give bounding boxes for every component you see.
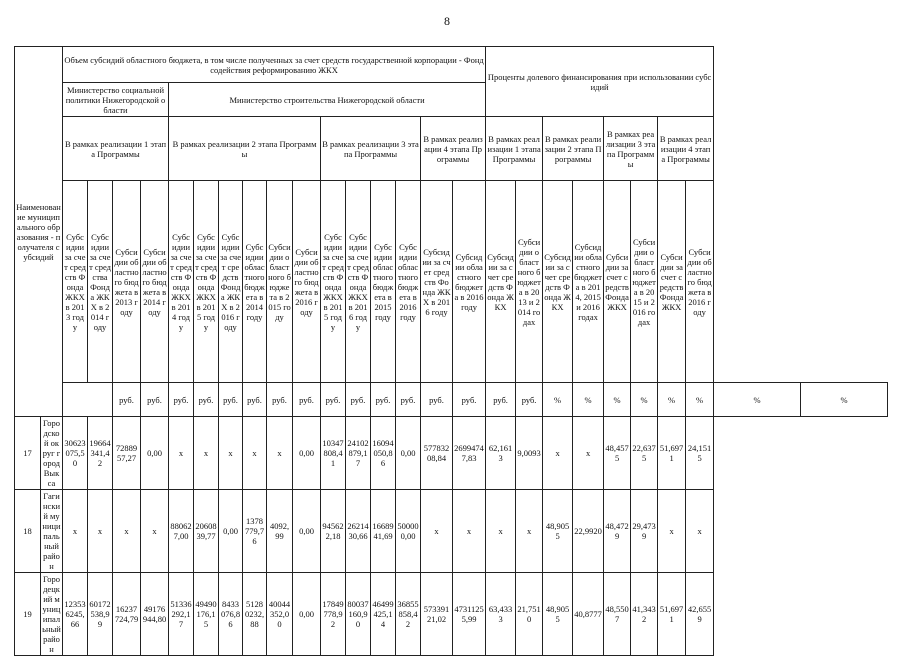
subhead-cell: Субсидии за счет средств Фонда ЖКХ — [486, 181, 516, 383]
unit-cell: % — [801, 383, 888, 417]
value-cell: 63,4333 — [486, 573, 516, 656]
subhead-cell: Субсидии областного бюджета в 2016 году — [686, 181, 714, 383]
value-cell: 48,9055 — [543, 490, 573, 573]
value-cell: 48,5507 — [604, 573, 631, 656]
value-cell: 49490176,15 — [194, 573, 219, 656]
value-cell: 48,9055 — [543, 573, 573, 656]
ministry-social-header: Министерство социальной политики Нижегородской области — [63, 83, 169, 117]
value-cell: 51280232,88 — [243, 573, 267, 656]
table-row — [15, 573, 888, 656]
subhead-cell: Субсидии за счет средств Фонда ЖКХ в 2016 году — [219, 181, 243, 383]
value-cell: x — [88, 490, 113, 573]
subhead-cell: Субсидии областного бюджета в 2014 году — [243, 181, 267, 383]
value-cell: x — [169, 417, 194, 490]
value-cell: x — [243, 417, 267, 490]
subhead-cell: Субсидии за счет средств Фонда ЖКХ в 2016 году — [346, 181, 371, 383]
subhead-cell: Субсидии областного бюджета в 2014, 2015 и 2016 годах — [573, 181, 604, 383]
subhead-cell: Субсидии за счет средств Фонда ЖКХ в 2014 году — [169, 181, 194, 383]
value-cell: 40,8777 — [573, 573, 604, 656]
value-cell: 500000,00 — [396, 490, 421, 573]
value-cell: 945622,18 — [321, 490, 346, 573]
value-cell: 880627,00 — [169, 490, 194, 573]
subhead-cell: Субсидии за счет средств Фонда ЖКХ в 2013 году — [63, 181, 88, 383]
value-cell: 40044352,00 — [267, 573, 293, 656]
unit-cell: руб. — [113, 383, 141, 417]
unit-cell: % — [573, 383, 604, 417]
subhead-cell: Субсидии за счет средства Фонда ЖКХ в 2014 году — [88, 181, 113, 383]
value-cell: 49176944,80 — [141, 573, 169, 656]
unit-cell: руб. — [141, 383, 169, 417]
stage3-header: В рамках реализации 3 этапа Программы — [321, 117, 421, 181]
value-cell: 8433076,86 — [219, 573, 243, 656]
municipality-name: Гагинский муниципальный район — [42, 491, 61, 571]
value-cell: 80037160,90 — [346, 573, 371, 656]
value-cell: x — [543, 417, 573, 490]
subhead-cell: Субсидии областного бюджета в 2013 и 2014 годах — [516, 181, 543, 383]
value-cell: 2621430,66 — [346, 490, 371, 573]
percents-header: Проценты долевого финансирования при использовании субсидий — [486, 47, 714, 117]
unit-blank — [63, 383, 113, 417]
subhead-cell: Субсидии областного бюджета в 2015 году — [267, 181, 293, 383]
value-cell: x — [219, 417, 243, 490]
pct-stage1-header: В рамках реализации 1 этапа Программы — [486, 117, 543, 181]
value-cell: x — [686, 490, 714, 573]
value-cell: x — [453, 490, 486, 573]
value-cell: 36855858,42 — [396, 573, 421, 656]
value-cell: 2060839,77 — [194, 490, 219, 573]
unit-cell: руб. — [267, 383, 293, 417]
value-cell: 42,6559 — [686, 573, 714, 656]
value-cell: x — [658, 490, 686, 573]
unit-cell: руб. — [396, 383, 421, 417]
value-cell: x — [141, 490, 169, 573]
value-cell: 0,00 — [293, 490, 321, 573]
municipality-name: Городецкий муниципальный район — [42, 574, 61, 654]
value-cell: x — [63, 490, 88, 573]
page-number: 8 — [444, 14, 450, 28]
value-cell: 24,1515 — [686, 417, 714, 490]
value-cell: 16237724,79 — [113, 573, 141, 656]
table-row — [15, 490, 888, 573]
value-cell: 60172538,99 — [88, 573, 113, 656]
value-cell: 1378779,76 — [243, 490, 267, 573]
unit-cell: руб. — [486, 383, 516, 417]
unit-cell: % — [686, 383, 714, 417]
value-cell: x — [421, 490, 453, 573]
unit-cell: руб. — [516, 383, 543, 417]
unit-cell: % — [604, 383, 631, 417]
unit-cell: руб. — [321, 383, 346, 417]
value-cell: 47311255,99 — [453, 573, 486, 656]
unit-cell: % — [631, 383, 658, 417]
unit-cell: руб. — [194, 383, 219, 417]
value-cell: 26994747,83 — [453, 417, 486, 490]
subhead-cell: Субсидии областного бюджета в 2016 году — [293, 181, 321, 383]
stage1-header: В рамках реализации 1 этапа Программы — [63, 117, 169, 181]
volume-header: Объем субсидий областного бюджета, в том числе полученных за счет средств государственной корпорации - Фонд содействия реформированию ЖКХ — [63, 47, 486, 83]
subhead-cell: Субсидии за счет средств Фонда ЖКХ в 2015 году — [194, 181, 219, 383]
subhead-cell: Субсидии областного бюджета в 2016 году — [453, 181, 486, 383]
value-cell: 48,4575 — [604, 417, 631, 490]
unit-cell: руб. — [243, 383, 267, 417]
value-cell: x — [194, 417, 219, 490]
value-cell: 21,7510 — [516, 573, 543, 656]
value-cell: 51,6971 — [658, 417, 686, 490]
subsidy-table — [14, 46, 888, 656]
value-cell: 1668941,69 — [371, 490, 396, 573]
unit-cell: руб. — [453, 383, 486, 417]
row-number: 18 — [15, 490, 41, 573]
unit-cell: руб. — [421, 383, 453, 417]
value-cell: 4092,99 — [267, 490, 293, 573]
value-cell: 10347808,41 — [321, 417, 346, 490]
subhead-cell: Субсидии за счет средств Фонда ЖКХ — [604, 181, 631, 383]
value-cell: 16094050,86 — [371, 417, 396, 490]
value-cell: 24102879,17 — [346, 417, 371, 490]
value-cell: 0,00 — [293, 573, 321, 656]
subhead-cell: Субсидии областного бюджета в 2016 году — [396, 181, 421, 383]
value-cell: 29,4739 — [631, 490, 658, 573]
value-cell: x — [573, 417, 604, 490]
value-cell: 0,00 — [293, 417, 321, 490]
value-cell: 41,3432 — [631, 573, 658, 656]
unit-cell: руб. — [346, 383, 371, 417]
row-number: 19 — [15, 573, 41, 656]
value-cell: x — [486, 490, 516, 573]
value-cell: x — [267, 417, 293, 490]
stage4-header: В рамках реализации 4 этапа Программы — [421, 117, 486, 181]
unit-cell: % — [658, 383, 686, 417]
value-cell: 7288957,27 — [113, 417, 141, 490]
subhead-cell: Субсидии областного бюджета в 2015 году — [371, 181, 396, 383]
unit-cell: руб. — [169, 383, 194, 417]
value-cell: 22,6375 — [631, 417, 658, 490]
value-cell: 0,00 — [141, 417, 169, 490]
row-number: 17 — [15, 417, 41, 490]
value-cell: 0,00 — [396, 417, 421, 490]
subhead-cell: Субсидии областного бюджета в 2014 году — [141, 181, 169, 383]
municipality-header: Наименование муниципального образования - получателя субсидий — [15, 47, 63, 417]
value-cell: 22,9920 — [573, 490, 604, 573]
ministry-build-header: Министерство строительства Нижегородской области — [169, 83, 486, 117]
value-cell: 30623075,50 — [63, 417, 88, 490]
value-cell: 19664341,42 — [88, 417, 113, 490]
subhead-cell: Субсидии за счет средств Фонда ЖКХ в 2015 году — [321, 181, 346, 383]
value-cell: x — [516, 490, 543, 573]
subhead-cell: Субсидии за счет средств Фонда ЖКХ — [543, 181, 573, 383]
value-cell: 46499425,14 — [371, 573, 396, 656]
value-cell: 9,0093 — [516, 417, 543, 490]
unit-cell: руб. — [371, 383, 396, 417]
value-cell: 62,1613 — [486, 417, 516, 490]
stage2-header: В рамках реализации 2 этапа Программы — [169, 117, 321, 181]
subhead-cell: Субсидии за счет средств Фонда ЖКХ — [658, 181, 686, 383]
pct-stage4-header: В рамках реализации 4 этапа Программы — [658, 117, 714, 181]
value-cell: 57783208,84 — [421, 417, 453, 490]
unit-cell: % — [714, 383, 801, 417]
value-cell: 123536245,66 — [63, 573, 88, 656]
unit-cell: руб. — [219, 383, 243, 417]
table-row — [15, 417, 888, 490]
value-cell: 0,00 — [219, 490, 243, 573]
pct-stage2-header: В рамках реализации 2 этапа Программы — [543, 117, 604, 181]
value-cell: x — [113, 490, 141, 573]
pct-stage3-header: В рамках реализации 3 этапа Программы — [604, 117, 658, 181]
value-cell: 51336292,17 — [169, 573, 194, 656]
value-cell: 48,4729 — [604, 490, 631, 573]
subhead-cell: Субсидии областного бюджета в 2013 году — [113, 181, 141, 383]
value-cell: 17849778,92 — [321, 573, 346, 656]
municipality-name: Городской округ город Выкса — [41, 417, 63, 490]
subhead-cell: Субсидии за счет средств Фонда ЖКХ в 2016 году — [421, 181, 453, 383]
value-cell: 57339121,02 — [421, 573, 453, 656]
unit-cell: руб. — [293, 383, 321, 417]
unit-cell: % — [543, 383, 573, 417]
subhead-cell: Субсидии областного бюджета в 2015 и 2016 годах — [631, 181, 658, 383]
value-cell: 51,6971 — [658, 573, 686, 656]
